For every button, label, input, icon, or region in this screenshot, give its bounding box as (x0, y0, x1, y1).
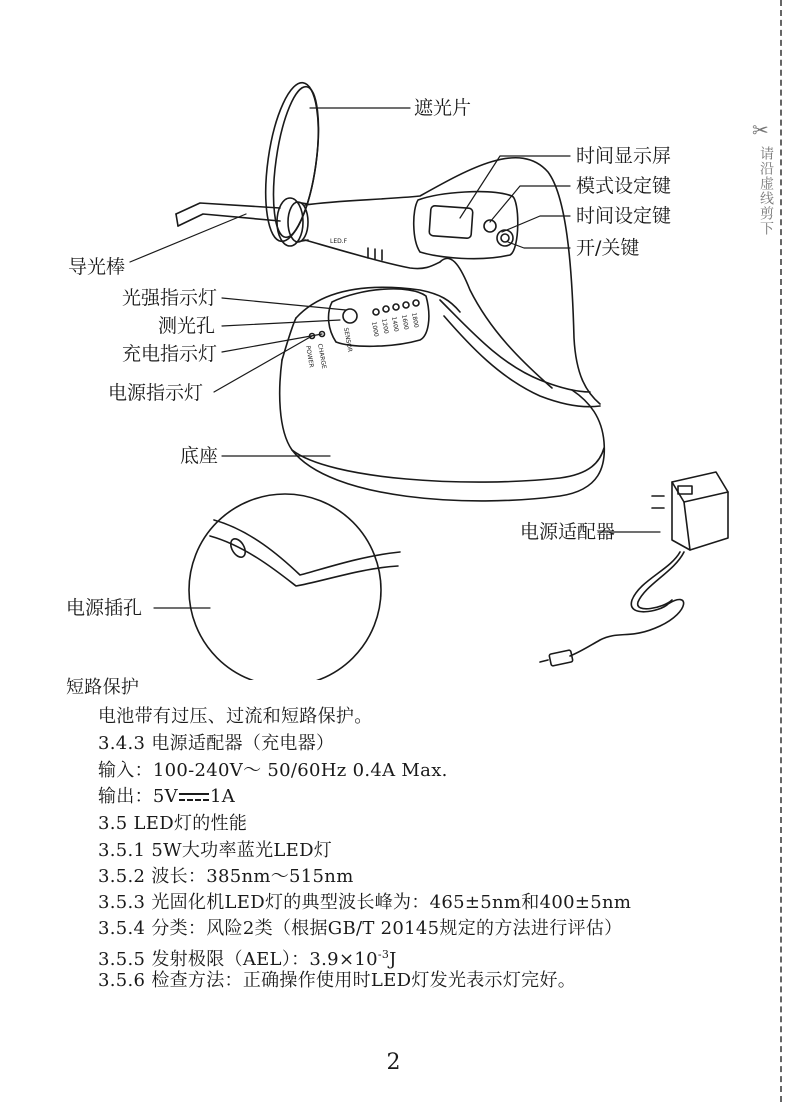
text-line-6: 3.5.1 5W大功率蓝光LED灯 (98, 840, 333, 861)
output-suffix: 1A (209, 786, 236, 807)
text-line-9: 3.5.4 分类：风险2类（根据GB/T 20145规定的方法进行评估） (98, 918, 623, 939)
section-title: 短路保护 (66, 677, 140, 698)
scissors-icon: ✂ (752, 118, 769, 142)
level-label-1: 1200 (380, 318, 390, 335)
light-guide-rod (176, 203, 280, 226)
text-line-ael (98, 944, 397, 971)
handpiece-body (305, 158, 600, 404)
label-base: 底座 (180, 445, 219, 467)
label-time-key: 时间设定键 (576, 205, 672, 227)
level-label-3: 1600 (400, 314, 410, 331)
ael-unit: J (389, 949, 397, 970)
label-time-display: 时间显示屏 (576, 145, 672, 167)
text-line-2: 3.4.3 电源适配器（充电器） (98, 733, 335, 754)
power-adapter-drawing (540, 472, 728, 666)
label-shade: 遮光片 (414, 97, 472, 119)
text-line-last: 3.5.6 检查方法：正确操作使用时LED灯发光表示灯完好。 (98, 970, 577, 991)
text-line-1: 电池带有过压、过流和短路保护。 (98, 706, 373, 727)
output-prefix: 输出：5V (98, 786, 178, 807)
label-power-jack: 电源插孔 (66, 597, 143, 619)
charging-base (280, 287, 605, 501)
level-label-4: 1800 (410, 312, 420, 329)
device-sensor-text: SENSOR (342, 327, 354, 353)
ael-exponent: -3 (377, 948, 390, 961)
text-line-8: 3.5.3 光固化机LED灯的典型波长峰为：465±5nm和400±5nm (98, 892, 632, 913)
label-light-guide: 导光棒 (68, 256, 126, 278)
label-power-adapter: 电源适配器 (520, 521, 616, 543)
text-line-output (98, 786, 235, 808)
page-number: 2 (386, 1050, 401, 1075)
label-photometric-hole: 测光孔 (158, 315, 216, 337)
device-brand-text: LED.F (330, 238, 348, 245)
label-power-indicator: 电源指示灯 (108, 382, 204, 404)
power-jack-detail (189, 494, 400, 680)
device-power-text: POWER (304, 345, 315, 369)
cut-line (780, 0, 782, 1102)
label-mode-key: 模式设定键 (576, 175, 672, 197)
label-intensity-indicator: 光强指示灯 (122, 287, 218, 309)
text-line-5: 3.5 LED灯的性能 (98, 813, 248, 834)
cut-hint: 请沿虚线剪下 (758, 146, 774, 236)
label-power-key: 开/关键 (576, 237, 640, 259)
dc-symbol-icon (179, 791, 209, 803)
text-line-3: 输入：100-240V～ 50/60Hz 0.4A Max. (98, 760, 448, 781)
nozzle-collar (277, 198, 308, 246)
text-line-7: 3.5.2 波长：385nm～515nm (98, 866, 354, 887)
device-charge-text: CHARGE (316, 343, 328, 370)
label-charge-indicator: 充电指示灯 (122, 343, 218, 365)
level-label-2: 1400 (390, 316, 400, 333)
ael-prefix: 3.5.5 发射极限（AEL）：3.9×10 (98, 949, 378, 970)
level-label-0: 1000 (370, 321, 380, 338)
